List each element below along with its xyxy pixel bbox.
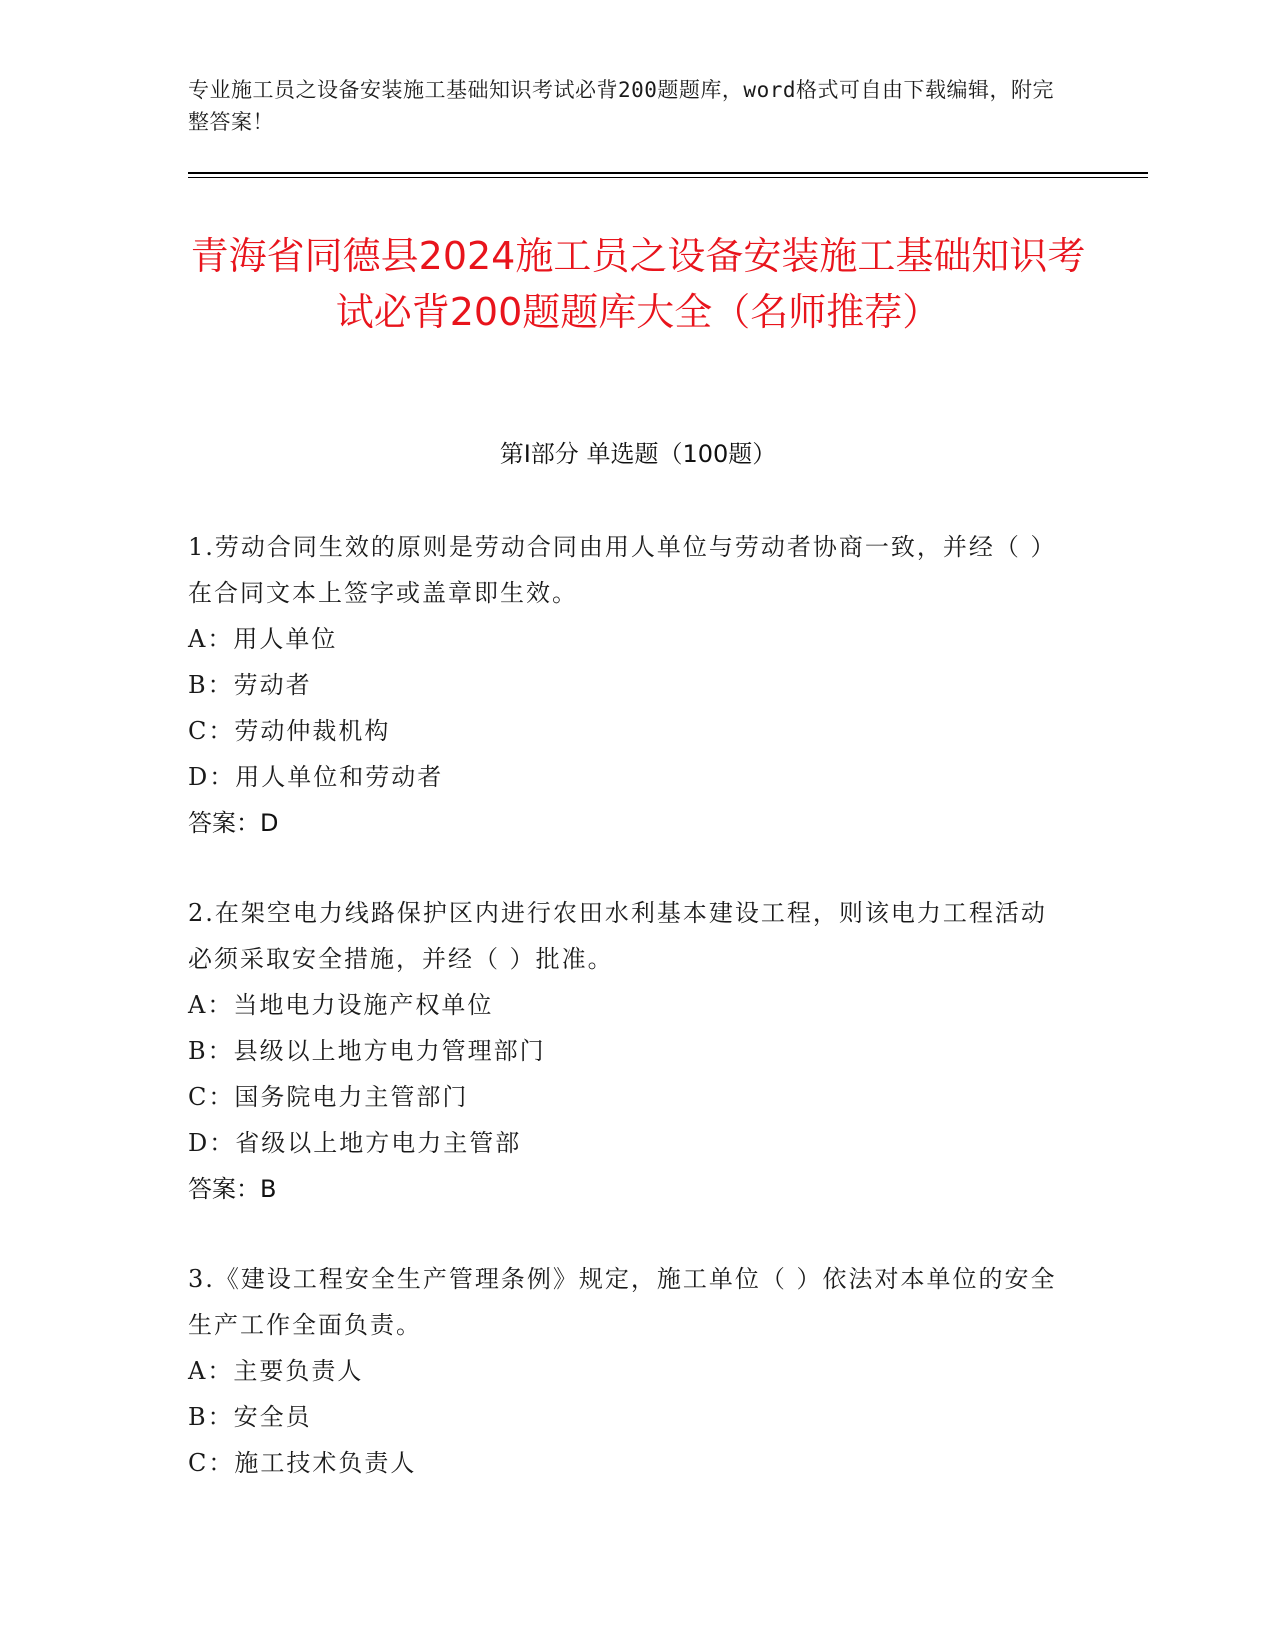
header-rule-thin xyxy=(188,177,1148,178)
question-stem: 3.《建设工程安全生产管理条例》规定，施工单位（ ）依法对本单位的安全生产工作全面负责。 xyxy=(188,1265,1057,1339)
question-item xyxy=(188,524,1068,846)
question-answer: 答案：B xyxy=(188,1175,277,1203)
header-rule-thick xyxy=(188,172,1148,174)
question-list xyxy=(188,524,1068,1530)
document-title: 青海省同德县2024施工员之设备安装施工基础知识考试必背200题题库大全（名师推荐） xyxy=(190,234,1086,334)
question-option-a: A：用人单位 xyxy=(188,625,338,653)
question-option-c: C：劳动仲裁机构 xyxy=(188,717,391,745)
question-option-a: A：当地电力设施产权单位 xyxy=(188,991,494,1019)
question-option-b: B：县级以上地方电力管理部门 xyxy=(188,1037,546,1065)
question-option-d: D：省级以上地方电力主管部 xyxy=(188,1129,522,1157)
question-option-b: B：劳动者 xyxy=(188,671,312,699)
question-answer: 答案：D xyxy=(188,809,279,837)
header-note: 专业施工员之设备安装施工基础知识考试必背200题题库，word格式可自由下载编辑，附完整答案！ xyxy=(188,78,1054,134)
question-item xyxy=(188,1256,1068,1486)
question-option-d: D：用人单位和劳动者 xyxy=(188,763,444,791)
question-item xyxy=(188,890,1068,1212)
section-title: 第I部分 单选题（100题） xyxy=(499,440,777,468)
question-option-b: B：安全员 xyxy=(188,1403,312,1431)
question-option-c: C：施工技术负责人 xyxy=(188,1449,417,1477)
question-stem: 1.劳动合同生效的原则是劳动合同由用人单位与劳动者协商一致，并经（ ）在合同文本上签字或盖章即生效。 xyxy=(188,533,1057,607)
question-option-a: A：主要负责人 xyxy=(188,1357,364,1385)
question-stem: 2.在架空电力线路保护区内进行农田水利基本建设工程，则该电力工程活动必须采取安全措施，并经（ ）批准。 xyxy=(188,899,1047,973)
question-option-c: C：国务院电力主管部门 xyxy=(188,1083,469,1111)
